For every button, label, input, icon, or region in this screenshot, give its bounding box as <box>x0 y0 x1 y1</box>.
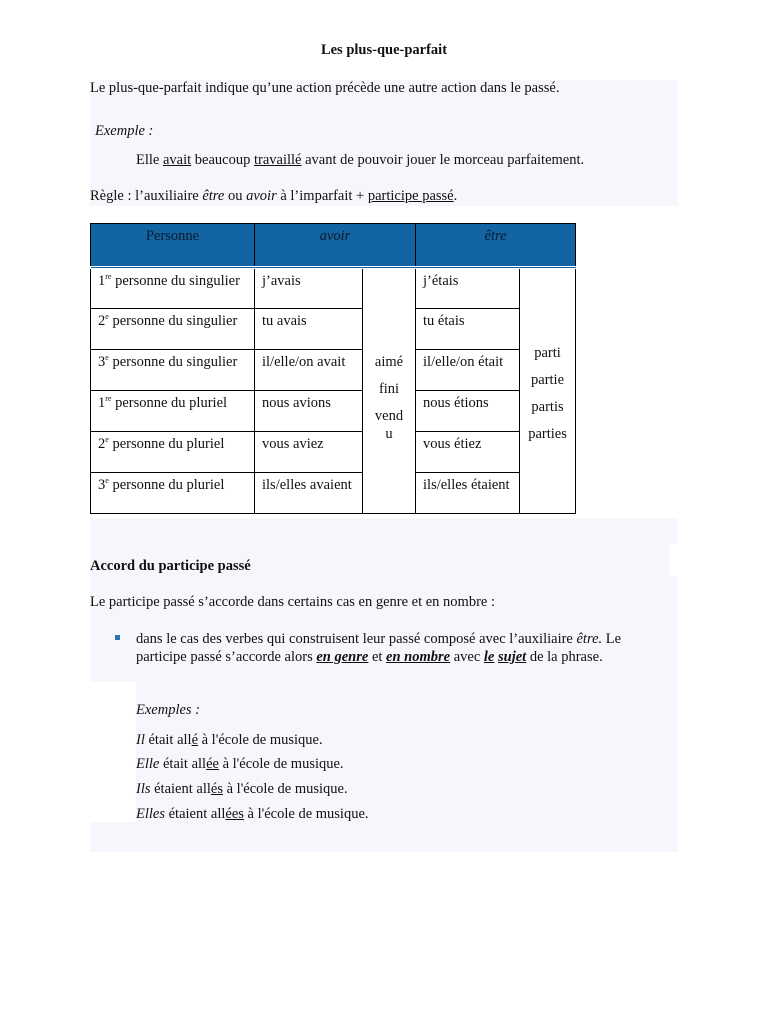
rule-paragraph <box>90 187 457 205</box>
accord-bullet: dans le cas des verbes qui construisent leur passé composé avec l’auxiliaire être. Le participe passé s’accorde alors en genre et en nombre avec le sujet de la phrase. <box>136 631 622 665</box>
etre-cell: tu étais <box>416 309 520 350</box>
accord-intro: Le participe passé s’accorde dans certains cas en genre et en nombre : <box>90 594 496 610</box>
example-text-1: Elle <box>136 152 163 168</box>
shade-block-middle <box>90 518 678 544</box>
bullet-en-nombre: en nombre <box>386 649 451 665</box>
table-row <box>91 268 576 309</box>
person-cell: 2e personne du singulier <box>91 309 255 350</box>
rule-text-3: à l’imparfait + <box>276 188 368 204</box>
example-line-il: Il était allé à l'école de musique. <box>136 732 323 748</box>
person-cell: 3e personne du pluriel <box>91 473 255 514</box>
participle-parti: parti <box>534 344 561 361</box>
rule-text-2: ou <box>224 188 247 204</box>
example-text-2: beaucoup <box>191 152 254 168</box>
bullet-etre: être. <box>576 631 603 647</box>
example-line-elles: Elles étaient allées à l'école de musique. <box>136 806 369 822</box>
participle-partis: partis <box>531 398 564 415</box>
avoir-cell: nous avions <box>255 391 363 432</box>
person-cell: 1re personne du pluriel <box>91 391 255 432</box>
rule-participe: participe passé <box>367 188 454 204</box>
participle-parties: parties <box>528 425 567 442</box>
rule-avoir: avoir <box>246 188 277 204</box>
avoir-cell: vous aviez <box>255 432 363 473</box>
accord-heading: Accord du participe passé <box>90 558 251 574</box>
example-text-3: avant de pouvoir jouer le morceau parfaitement. <box>301 152 585 168</box>
example-participle: travaillé <box>253 152 302 168</box>
table-row <box>91 309 576 350</box>
avoir-cell: j’avais <box>255 268 363 309</box>
participle-vendu: vend u <box>374 407 404 442</box>
bullet-sujet: sujet <box>498 649 527 665</box>
page-title: Les plus-que-parfait <box>320 42 448 58</box>
bullet-le: le <box>483 649 495 665</box>
avoir-cell: ils/elles avaient <box>255 473 363 514</box>
shade-block-examples <box>136 682 678 822</box>
header-etre: être <box>416 224 576 268</box>
examples-label: Exemples : <box>136 702 201 718</box>
participle-aime: aimé <box>374 353 404 370</box>
etre-cell: vous étiez <box>416 432 520 473</box>
header-avoir: avoir <box>255 224 416 268</box>
person-cell: 3e personne du singulier <box>91 350 255 391</box>
etre-cell: nous étions <box>416 391 520 432</box>
etre-cell: il/elle/on était <box>416 350 520 391</box>
etre-participles-cell <box>520 268 576 514</box>
participle-fini: fini <box>378 380 400 397</box>
table-header-row <box>91 224 576 268</box>
rule-text-1: Règle : l’auxiliaire <box>90 188 203 204</box>
conjugation-table <box>90 223 576 514</box>
avoir-cell: tu avais <box>255 309 363 350</box>
example-label: Exemple : <box>95 123 154 139</box>
example-auxiliary: avait <box>162 152 192 168</box>
table-row <box>91 432 576 473</box>
rule-text-4: . <box>453 188 458 204</box>
avoir-cell: il/elle/on avait <box>255 350 363 391</box>
example-line-ils: Ils étaient allés à l'école de musique. <box>136 781 348 797</box>
bullet-square-icon <box>115 635 120 640</box>
header-personne: Personne <box>91 224 255 268</box>
table-row <box>91 391 576 432</box>
example-line-elle: Elle était allée à l'école de musique. <box>136 756 344 772</box>
person-cell: 1re personne du singulier <box>91 268 255 309</box>
intro-paragraph: Le plus-que-parfait indique qu’une action précède une autre action dans le passé. <box>90 80 560 96</box>
shade-block-footer <box>90 822 678 852</box>
etre-cell: ils/elles étaient <box>416 473 520 514</box>
rule-etre: être <box>202 188 225 204</box>
table-row <box>91 473 576 514</box>
example-sentence <box>136 151 584 169</box>
etre-cell: j’étais <box>416 268 520 309</box>
bullet-en-genre: en genre <box>316 649 369 665</box>
participle-partie: partie <box>531 371 565 388</box>
table-row <box>91 350 576 391</box>
person-cell: 2e personne du pluriel <box>91 432 255 473</box>
shade-block-bottom <box>90 576 678 682</box>
avoir-participles-cell <box>363 268 416 514</box>
